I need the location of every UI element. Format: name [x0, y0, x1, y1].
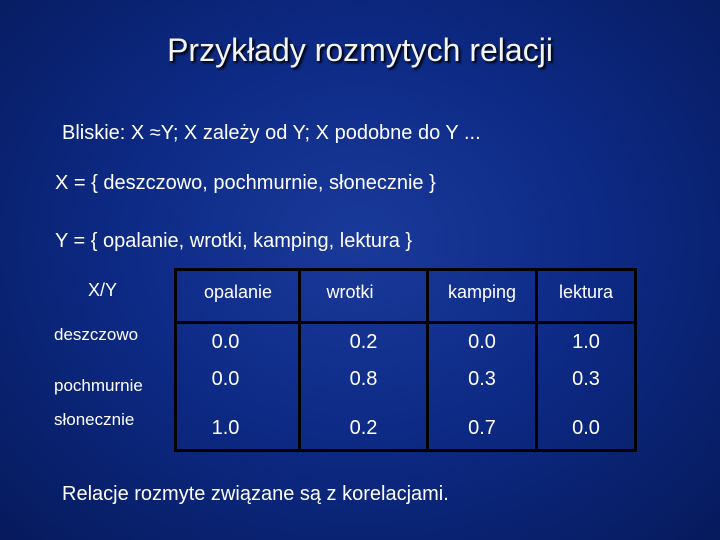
row-label-deszczowo: deszczowo [54, 325, 139, 344]
cell-deszczowo-lektura: 1.0 [572, 331, 600, 353]
cell-deszczowo-wrotki: 0.2 [349, 331, 378, 353]
table-vline-5 [634, 268, 637, 452]
table-top-border [176, 268, 637, 271]
x-set-line: X = { deszczowo, pochmurnie, słonecznie } [55, 172, 436, 194]
cell-slonecznie-lektura: 0.0 [572, 417, 600, 439]
cell-pochmurnie-kamping: 0.3 [468, 368, 496, 390]
slide-title: Przykłady rozmytych relacji [167, 32, 553, 68]
corner-label: X/Y [88, 280, 118, 300]
row-label-slonecznie: słonecznie [54, 410, 135, 429]
table-bottom-border [176, 449, 637, 452]
cell-pochmurnie-lektura: 0.3 [572, 368, 600, 390]
cell-deszczowo-opalanie: 0.0 [211, 331, 240, 353]
col-header-opalanie: opalanie [203, 282, 273, 302]
footer-note: Relacje rozmyte związane są z korelacjami. [62, 483, 449, 505]
table-header-divider [176, 321, 637, 324]
cell-slonecznie-kamping: 0.7 [468, 417, 496, 439]
bliskie-line: Bliskie: X ≈Y; X zależy od Y; X podobne do Y ... [62, 122, 481, 144]
cell-slonecznie-opalanie: 1.0 [211, 417, 240, 439]
y-set-line: Y = { opalanie, wrotki, kamping, lektura } [55, 230, 413, 252]
cell-deszczowo-kamping: 0.0 [468, 331, 496, 353]
col-header-kamping: kamping [447, 282, 517, 302]
row-label-pochmurnie: pochmurnie [54, 376, 143, 395]
col-header-lektura: lektura [558, 282, 614, 302]
cell-pochmurnie-opalanie: 0.0 [211, 368, 240, 390]
col-header-wrotki: wrotki [326, 282, 374, 302]
relation-table [48, 268, 637, 452]
cell-slonecznie-wrotki: 0.2 [349, 417, 378, 439]
cell-pochmurnie-wrotki: 0.8 [349, 368, 378, 390]
